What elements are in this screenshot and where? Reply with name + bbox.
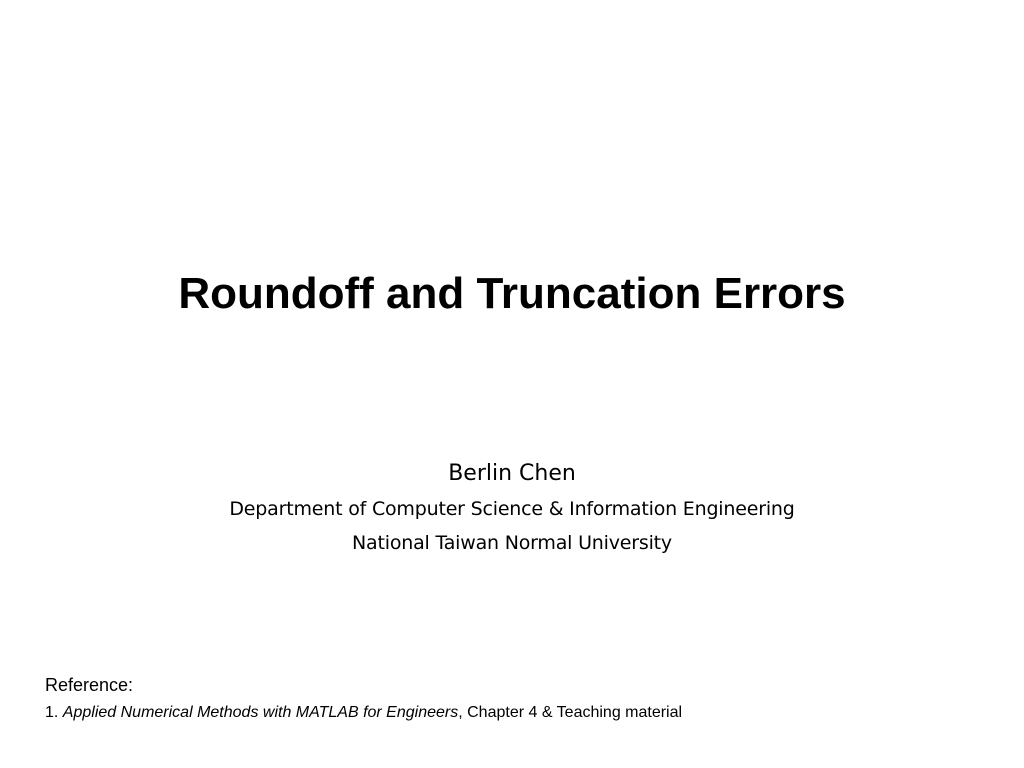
reference-section: [45, 672, 682, 728]
reference-heading: Reference:: [45, 675, 134, 695]
university-name: National Taiwan Normal University: [352, 532, 672, 554]
author-name: Berlin Chen: [448, 461, 576, 486]
slide-title: Roundoff and Truncation Errors: [178, 269, 846, 318]
department-name: Department of Computer Science & Information Engineering: [229, 498, 795, 520]
reference-item: [45, 698, 682, 728]
author-block: [0, 456, 1024, 560]
reference-book-title: Applied Numerical Methods with MATLAB for Engineers: [62, 704, 459, 721]
reference-item-detail: , Chapter 4 & Teaching material: [458, 704, 683, 721]
reference-item-number: 1.: [45, 704, 63, 721]
